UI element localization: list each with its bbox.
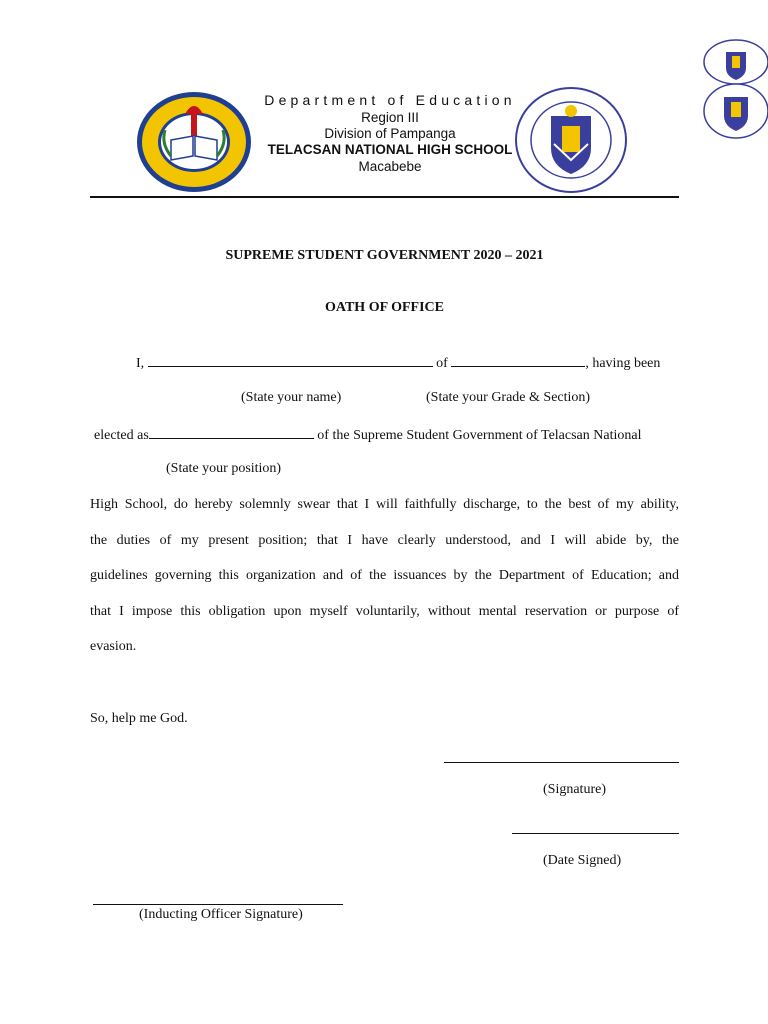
deped-seal-small-logo-2: [702, 82, 768, 140]
inducting-officer-line[interactable]: [93, 904, 343, 905]
name-blank-field[interactable]: [148, 354, 433, 367]
body-line: High School, do hereby solemnly swear that I will faithfully discharge, to the best of my ability,: [90, 497, 679, 512]
body-last-line: evasion.: [90, 639, 137, 654]
oath-line1-prefix: I,: [136, 356, 145, 371]
oath-line2-prefix: elected as: [94, 428, 149, 443]
school-name: TELACSAN NATIONAL HIGH SCHOOL: [267, 142, 513, 157]
hint-position: (State your position): [166, 461, 282, 476]
header-divider: [90, 196, 679, 198]
body-line: that I impose this obligation upon myself voluntarily, without mental reservation or purpose of: [90, 604, 679, 619]
document-subheading: OATH OF OFFICE: [325, 300, 444, 315]
oath-line1-suffix: , having been: [585, 356, 661, 371]
deped-seal-small-logo: [702, 38, 768, 84]
division-name: Division of Pampanga: [324, 126, 456, 141]
signature-caption: (Signature): [543, 782, 606, 797]
deped-seal-logo: [514, 86, 628, 194]
signature-line[interactable]: [444, 762, 679, 763]
department-name: Department of Education: [264, 92, 516, 108]
oath-line-2: [94, 426, 641, 444]
position-blank-field[interactable]: [149, 426, 314, 439]
grade-blank-field[interactable]: [451, 354, 585, 367]
oath-line-1: [136, 354, 660, 372]
inducting-officer-caption: (Inducting Officer Signature): [139, 907, 303, 922]
hint-name: (State your name): [241, 390, 342, 405]
date-signed-line[interactable]: [512, 833, 679, 834]
oath-line1-of: of: [436, 356, 448, 371]
closing-line: So, help me God.: [90, 711, 188, 726]
hint-grade: (State your Grade & Section): [426, 390, 591, 405]
document-heading: SUPREME STUDENT GOVERNMENT 2020 – 2021: [225, 248, 544, 263]
school-seal-logo: [135, 90, 253, 194]
date-signed-caption: (Date Signed): [543, 853, 622, 868]
town-name: Macabebe: [358, 159, 422, 174]
oath-line2-suffix: of the Supreme Student Government of Telacsan National: [317, 428, 642, 443]
region-name: Region III: [361, 110, 419, 125]
body-line: the duties of my present position; that I have clearly understood, and I will abide by, the: [90, 533, 679, 548]
body-line: guidelines governing this organization and of the issuances by the Department of Education; and: [90, 568, 679, 583]
